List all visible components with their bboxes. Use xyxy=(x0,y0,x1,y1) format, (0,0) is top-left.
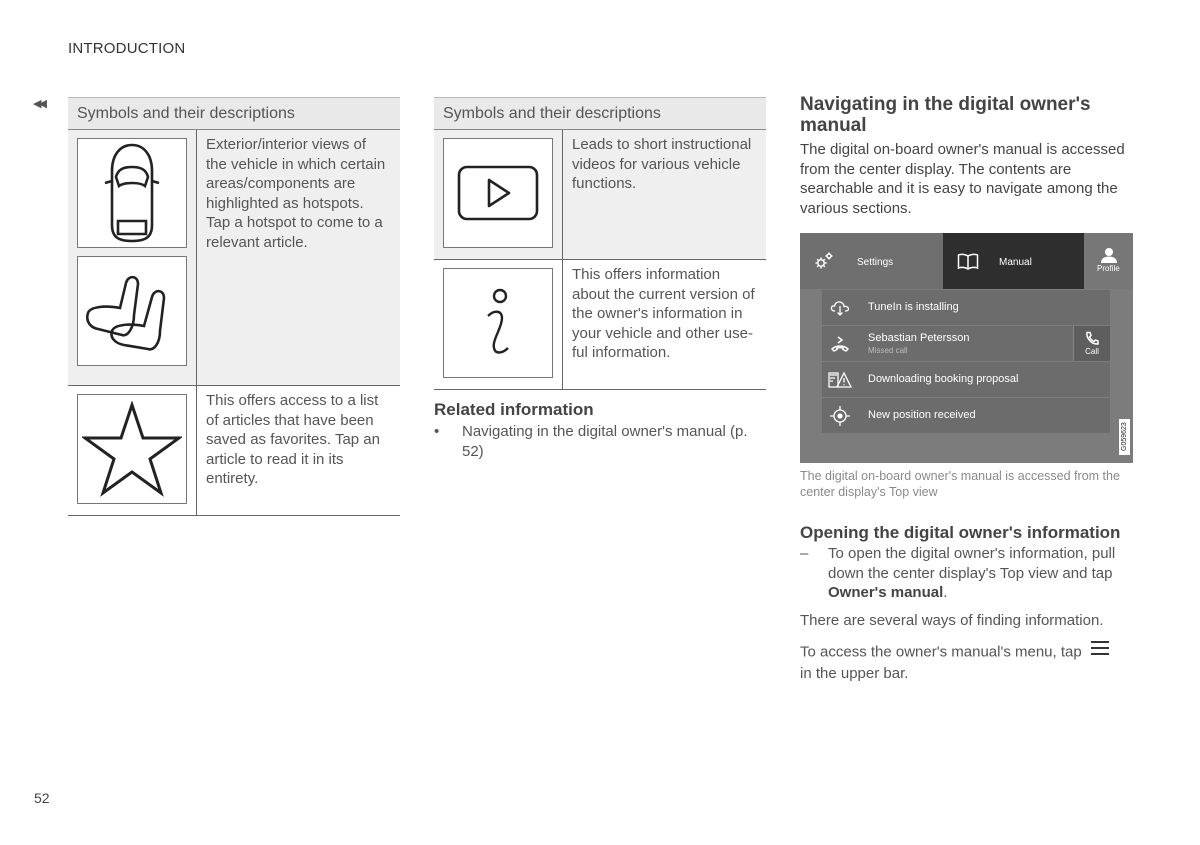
video-play-icon xyxy=(443,138,553,248)
back-arrows-icon[interactable]: ◀◀ xyxy=(33,98,44,110)
tab-manual[interactable] xyxy=(943,233,1084,289)
car-seats-icon xyxy=(77,256,187,366)
step-end: . xyxy=(943,584,948,601)
row-description: Exterior/interior views of the vehicle in which certain areas/components are highlighted as hotspots. Tap a hotspot to come to a relevant article. xyxy=(206,136,386,251)
notification-text: Downloading booking proposal xyxy=(868,373,1019,385)
instruction-step xyxy=(800,544,1132,603)
tab-profile-label: Profile xyxy=(1097,264,1120,273)
tab-settings-label: Settings xyxy=(857,257,894,268)
notification-text: Sebastian Petersson xyxy=(868,332,970,344)
notification-item[interactable] xyxy=(822,362,1110,397)
center-display-screenshot xyxy=(800,233,1133,463)
section-title: Navigating in the digital owner's manual xyxy=(800,94,1091,136)
subsection-title: Opening the digital owner's information xyxy=(800,523,1121,542)
paragraph xyxy=(800,642,1120,683)
hamburger-menu-icon xyxy=(1090,640,1110,662)
tab-profile[interactable] xyxy=(1084,233,1133,289)
notification-subtext: Missed call xyxy=(868,346,908,355)
info-icon xyxy=(443,268,553,378)
intro-paragraph: The digital on-board owner's manual is accessed from the center display. The contents are searchable and it is easy to navigate among the various sections. xyxy=(800,141,1125,217)
table-header: Symbols and their descriptions xyxy=(434,98,766,130)
related-info-title: Related information xyxy=(434,400,594,419)
star-icon xyxy=(77,394,187,504)
row-description: This offers access to a list of articles that have been saved as favorites. Tap an article to read it in its entirety. xyxy=(206,392,380,487)
step-bold-term: Owner's manual xyxy=(828,584,944,601)
section-header: INTRODUCTION xyxy=(68,40,186,57)
page-number: 52 xyxy=(34,790,50,806)
symbols-table-left xyxy=(68,97,400,516)
table-header: Symbols and their descriptions xyxy=(68,98,400,130)
notification-item[interactable] xyxy=(822,326,1110,361)
call-button-label: Call xyxy=(1085,347,1099,356)
notification-item[interactable] xyxy=(822,398,1110,433)
step-text: To open the digital owner's information, pull down the center display's Top view and tap xyxy=(828,545,1116,582)
table-row xyxy=(68,130,400,386)
gear-icon xyxy=(814,251,834,276)
row-description: This offers information about the current version of the owner's information in your vehicle and other use-ful information. xyxy=(572,266,755,361)
paragraph-text: To access the owner's manual's menu, tap xyxy=(800,643,1082,661)
notification-text: New position received xyxy=(868,409,976,421)
figure-caption: The digital on-board owner's manual is accessed from the center display's Top view xyxy=(800,469,1120,499)
paragraph-text: in the upper bar. xyxy=(800,664,909,682)
table-row xyxy=(434,260,766,390)
step-dash: – xyxy=(800,545,809,562)
image-serial-label: G059623 xyxy=(1119,419,1130,455)
related-info-item xyxy=(434,422,754,461)
notification-item[interactable] xyxy=(822,290,1110,325)
symbols-table-middle xyxy=(434,97,766,390)
missed-call-icon xyxy=(828,334,852,354)
table-row xyxy=(434,130,766,260)
book-icon xyxy=(957,252,979,275)
call-button[interactable] xyxy=(1073,326,1110,361)
tab-settings[interactable] xyxy=(800,233,943,289)
tab-manual-label: Manual xyxy=(999,257,1032,268)
notification-text: TuneIn is installing xyxy=(868,301,959,313)
related-link[interactable]: Navigating in the digital owner's manual (p. 52) xyxy=(462,423,748,460)
paragraph: There are several ways of finding information. xyxy=(800,612,1104,629)
bullet: • xyxy=(434,423,440,440)
table-row xyxy=(68,386,400,516)
cloud-download-icon xyxy=(828,298,852,318)
position-icon xyxy=(828,406,852,426)
car-top-view-icon xyxy=(77,138,187,248)
row-description: Leads to short instructional videos for various vehicle functions. xyxy=(572,136,752,192)
phone-icon xyxy=(1085,331,1099,348)
warning-icon xyxy=(828,370,852,390)
